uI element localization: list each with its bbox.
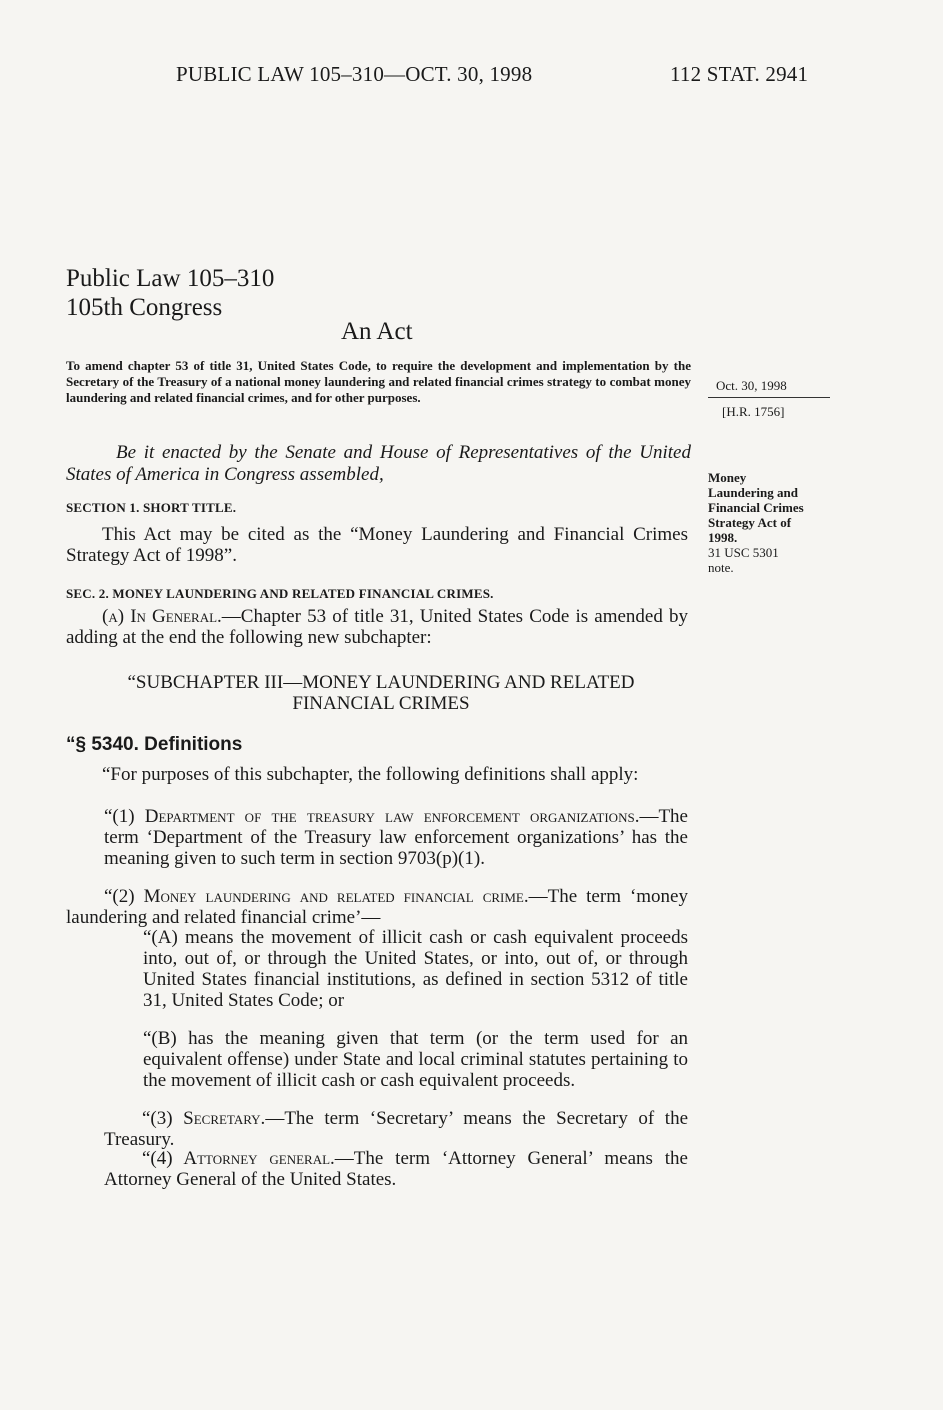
sidenote-line: Financial Crimes — [708, 500, 804, 515]
definition-3-label: “(3) Secretary. — [142, 1108, 266, 1129]
subsection-a-label: (a) In General. — [102, 606, 222, 627]
section-2-subsection-a — [66, 606, 688, 648]
section-1-text: This Act may be cited as the “Money Laundering and Financial Crimes Strategy Act of 1998”. — [66, 524, 688, 566]
sidenote-short-title — [708, 470, 833, 575]
sidenote-line: note. — [708, 560, 734, 575]
definition-4 — [104, 1148, 688, 1190]
page-stat-number: 112 STAT. 2941 — [670, 62, 809, 86]
act-title: An Act — [341, 318, 413, 345]
enacting-clause: Be it enacted by the Senate and House of Representatives of the United States of America in Congress assembled, — [66, 442, 691, 485]
sidenote-bill-number: [H.R. 1756] — [722, 404, 785, 419]
sidenote-date: Oct. 30, 1998 — [716, 378, 787, 393]
definition-1-label: “(1) Department of the treasury law enforcement organizations. — [104, 806, 640, 827]
section-5340-heading: “§ 5340. Definitions — [66, 734, 243, 755]
running-header-left: PUBLIC LAW 105–310—OCT. 30, 1998 — [176, 62, 533, 86]
definition-3-text: —The term ‘Secretary’ means the Secretary of the Treasury. — [104, 1108, 688, 1150]
sidenote-divider — [708, 397, 830, 398]
section-2-heading: SEC. 2. MONEY LAUNDERING AND RELATED FINANCIAL CRIMES. — [66, 586, 494, 601]
subchapter-heading-line2: FINANCIAL CRIMES — [292, 693, 470, 714]
definition-4-label: “(4) Attorney general. — [142, 1148, 335, 1169]
definition-3 — [104, 1108, 688, 1150]
definition-4-text: —The term ‘Attorney General’ means the Attorney General of the United States. — [104, 1148, 688, 1190]
definition-2 — [66, 886, 688, 928]
definition-2-b: “(B) has the meaning given that term (or the term used for an equivalent offense) under State and local criminal statutes pertaining to the movement of illicit cash or cash equivalent proceeds. — [143, 1028, 688, 1091]
definition-2-label: “(2) Money laundering and related financial crime. — [104, 886, 529, 907]
definition-1 — [66, 806, 688, 869]
purpose-statement: To amend chapter 53 of title 31, United States Code, to require the development and implementation by the Secretary of the Treasury of a national money laundering and related financial crimes strategy to combat money laundering and related financial crimes, and for other purposes. — [66, 358, 691, 405]
sidenote-line: Laundering and — [708, 485, 798, 500]
sidenote-line: Money — [708, 470, 747, 485]
subsection-a-text: —Chapter 53 of title 31, United States Code is amended by adding at the end the following new subchapter: — [66, 606, 688, 648]
definitions-intro: “For purposes of this subchapter, the following definitions shall apply: — [102, 764, 639, 785]
definition-1-text: —The term ‘Department of the Treasury law enforcement organizations’ has the meaning given to such term in section 9703(p)(1). — [104, 806, 688, 869]
subchapter-heading-line1: “SUBCHAPTER III—MONEY LAUNDERING AND RELATED — [127, 672, 635, 693]
section-1-heading: SECTION 1. SHORT TITLE. — [66, 500, 237, 515]
subchapter-heading — [86, 672, 676, 714]
definition-2-a: “(A) means the movement of illicit cash or cash equivalent proceeds into, out of, or through the United States, or into, out of, or through United States financial institutions, as defined in section 5312 of title 31, United States Code; or — [143, 927, 688, 1011]
sidenote-line: 1998. — [708, 530, 738, 545]
definition-2-text: —The term ‘money laundering and related financial crime’— — [66, 886, 688, 928]
public-law-number: Public Law 105–310 — [66, 265, 275, 292]
congress-number: 105th Congress — [66, 294, 223, 321]
sidenote-line: 31 USC 5301 — [708, 545, 779, 560]
sidenote-line: Strategy Act of — [708, 515, 792, 530]
